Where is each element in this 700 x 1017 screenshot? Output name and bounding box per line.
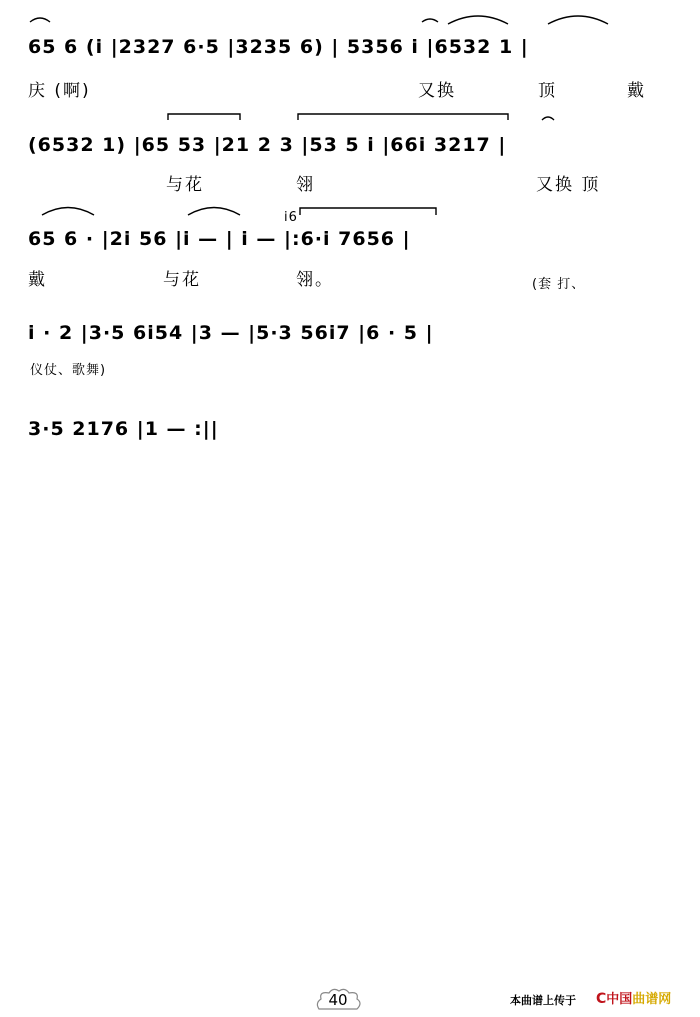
site-logo: [596, 988, 671, 1007]
lyrics-line-1: 庆 (啊): [28, 81, 91, 101]
lyrics-line-1c: 顶: [538, 81, 557, 101]
logo-text-cn: 中国: [606, 992, 633, 1007]
score-line-4: i · 2 |3·5 6i54 |3 — |5·3 56i7 |6 · 5 |: [28, 322, 434, 344]
logo-mark: C: [596, 991, 607, 1007]
lyrics-line-2: 与花: [166, 175, 204, 195]
score-line-1: 65 6 (i |2327 6·5 |3235 6) | 5356 i |6532 1 |: [28, 36, 529, 58]
score-line-3: 65 6 · |2i 56 |i — | i — |:6·i 7656 |: [28, 228, 411, 250]
lyrics-line-1b: 又换: [418, 81, 456, 101]
footer-note: 本曲谱上传于: [510, 994, 576, 1007]
score-line-5: 3·5 2176 |1 — :||: [28, 418, 219, 440]
score-line-2: (6532 1) |65 53 |21 2 3 |53 5 i |66i 3217 |: [28, 134, 507, 156]
page-number: 40: [328, 991, 348, 1009]
lyrics-line-4: 仪仗、歌舞): [30, 363, 107, 378]
lyrics-line-2b: 翎: [296, 175, 315, 195]
logo-text-qu: 曲谱网: [632, 992, 672, 1007]
lyrics-line-3: 戴: [28, 270, 47, 290]
lyrics-line-1d: 戴: [627, 81, 646, 101]
page-number-badge: [313, 985, 363, 1015]
lyrics-line-3c: 翎。: [296, 270, 334, 290]
lyrics-line-2c: 又换 顶: [536, 175, 601, 195]
lyrics-line-3d: (套 打、: [532, 277, 586, 292]
grace-note: i6: [284, 210, 298, 225]
lyrics-line-3b: 与花: [163, 270, 201, 290]
